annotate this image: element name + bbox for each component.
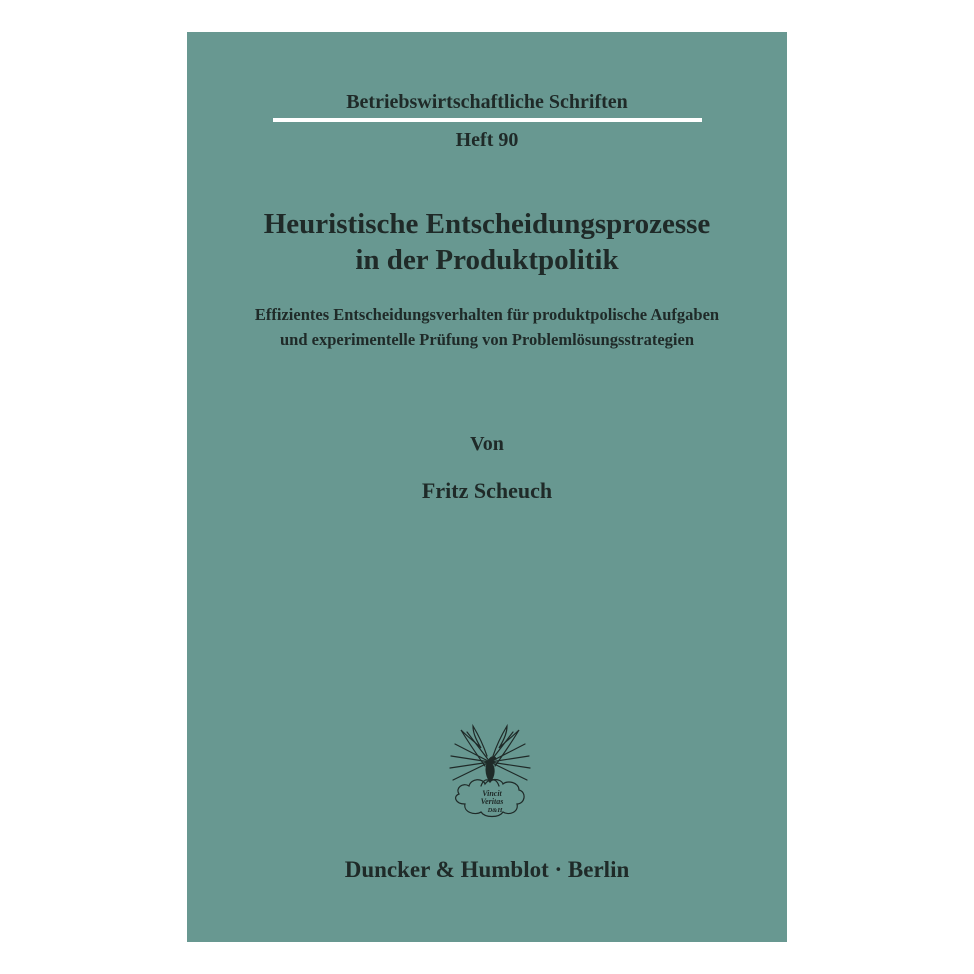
series-divider <box>273 118 702 122</box>
logo-text-line: Vincit <box>482 789 502 798</box>
title-line: Heuristische Entscheidungsprozesse <box>263 208 711 240</box>
by-label: Von <box>470 433 504 455</box>
book-cover <box>187 32 787 942</box>
title-line: in der Produktpolitik <box>355 244 619 276</box>
issue-number: Heft 90 <box>455 129 519 151</box>
book-subtitle <box>187 302 787 352</box>
logo-text-line: D&H <box>487 807 503 814</box>
logo-text-line: Veritas <box>480 797 504 806</box>
series-title: Betriebswirtschaftliche Schriften <box>346 91 628 113</box>
book-title <box>187 206 787 278</box>
author-name: Fritz Scheuch <box>421 478 553 503</box>
subtitle-line: Effizientes Entscheidungsverhalten für produktpolische Aufgaben <box>254 305 720 324</box>
subtitle-line: und experimentelle Prüfung von Problemlösungsstrategien <box>279 330 695 349</box>
publisher-imprint: Duncker & Humblot · Berlin <box>344 857 630 882</box>
phoenix-publisher-emblem-icon <box>445 722 535 832</box>
